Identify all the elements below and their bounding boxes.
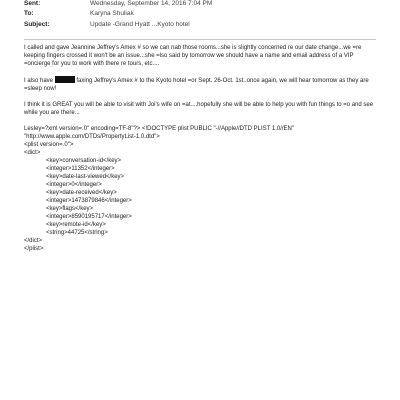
subject-label: Subject: [24,21,50,28]
xml-dict-open: <dict> [24,150,41,156]
xml-line: <key>date-last-viewed</key> [46,174,125,180]
xml-block [24,125,376,253]
xml-line: <integer>0</integer> [46,182,102,188]
paragraph-2 [24,76,376,93]
xml-line: <integer>1473879846</integer> [46,198,132,204]
sent-label: Sent: [24,0,41,7]
xml-line: <integer>11352</integer> [46,166,115,172]
xml-line: <string>44725</string> [46,230,108,236]
xml-line: <key>remote-id</key> [46,222,106,228]
to-row [24,10,134,19]
redaction-box [55,76,75,83]
sent-row [24,0,212,9]
paragraph-2-end: faxing Jeffrey's Amex # to the Kyoto hotel =or Sept. 26-Oct. 1st..once again, we will hear tomorrow as they are =sleep now! [24,78,369,92]
subject-value: Update -Grand Hyatt ...Kyoto hotel [90,21,190,28]
paragraph-1: I called and gave Jeannine Jeffrey's Amex # so we can nab those rooms...she is slightly concerned re our date change...we =re keeping fingers crossed it won't be an issue...she =lso said by tomorrow we should have a name and email address of a VIP =oncierge for you to work with there re tours, etc.... [24,45,362,67]
xml-line: <key>date-received</key> [46,190,117,196]
paragraph-3: I think it is GREAT you will be able to visit with Joi's wife on =at....hopefully she will be able to help you with fun things to =o and see while you are there... [24,102,374,116]
header-divider [24,39,376,40]
to-value: Karyna Shuliak [90,10,134,17]
xml-line: <key>flags</key> [46,206,94,212]
to-label: To: [24,10,34,17]
xml-line: <key>conversation-id</key> [46,158,122,164]
xml-line: <integer>8590195717</integer> [46,214,132,220]
email-body [24,44,376,253]
subject-row [24,21,190,30]
xml-plist-open: <plist version=.0"> [24,142,74,148]
xml-plist-close: </plist> [24,246,44,252]
paragraph-2-start: I also have [24,78,54,84]
xml-header-line-1: Lesley=?xml version=.0" encoding=TF-8"?> <!DOCTYPE plist PUBLIC "-//Apple//DTD PLIST 1.0//EN" [24,126,295,132]
xml-header-line-2: "http://www.apple.com/DTDs/PropertyList-1.0.dtd"> [24,134,160,140]
xml-dict-close: </dict> [24,238,43,244]
sent-value: Wednesday, September 14, 2016 7:04 PM [90,0,213,7]
